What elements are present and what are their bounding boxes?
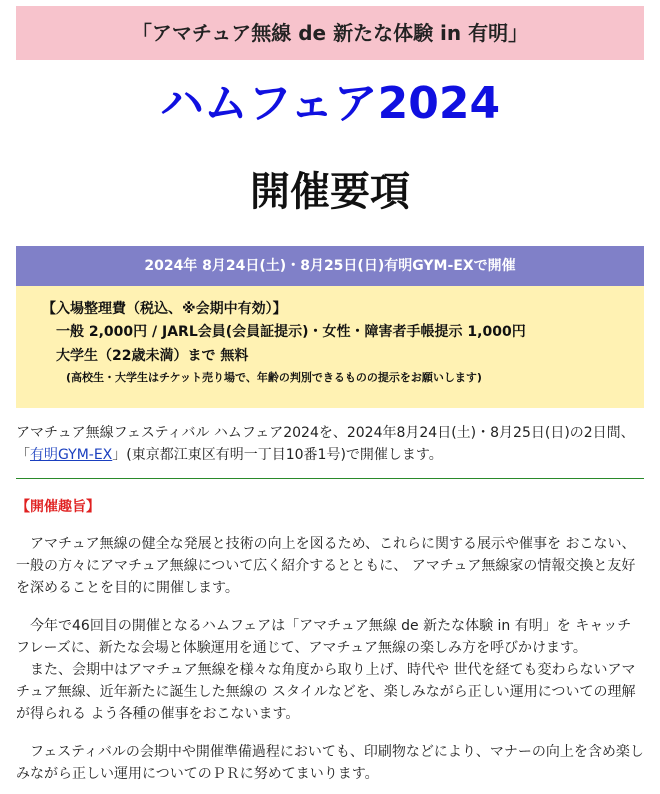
intro-text-after: 」(東京都江東区有明一丁目10番1号)で開催します。 — [112, 447, 443, 463]
page-title: ハムフェア2024 — [159, 78, 501, 129]
fee-line-students: 大学生（22歳未満）まで 無料 — [56, 348, 249, 364]
page — [16, 6, 644, 785]
purpose-paragraph-4: フェスティバルの会期中や開催準備過程においても、印刷物などにより、マナーの向上を含め楽しみながら正しい運用についてのＰＲに努めてまいります。 — [16, 744, 644, 782]
event-date-bar: 2024年 8月24日(土)・8月25日(日)有明GYM-EXで開催 — [16, 246, 644, 286]
intro-text-before: アマチュア無線フェスティバル ハムフェア2024を、2024年8月24日(土)・8月25日(日)の2日間、「 — [16, 425, 635, 463]
fee-line-general: 一般 2,000円 / JARL会員(会員証提示)・女性・障害者手帳提示 1,000円 — [56, 324, 526, 340]
section-divider — [16, 478, 644, 479]
venue-link[interactable]: 有明GYM-EX — [30, 447, 113, 463]
slogan-banner: 「アマチュア無線 de 新たな体験 in 有明」 — [16, 6, 644, 60]
intro-text — [16, 422, 644, 466]
fee-heading: 【入場整理費（税込、※会期中有効）】 — [42, 301, 287, 317]
purpose-paragraph-3: また、会期中はアマチュア無線を様々な角度から取り上げ、時代や 世代を経ても変わらないアマチュア無線、近年新たに誕生した無線の スタイルなどを、楽しみながら正しい運用についての理解が得られる よう各種の催事をおこないます。 — [16, 662, 636, 722]
section-heading: 【開催趣旨】 — [16, 499, 100, 515]
fee-note: (高校生・大学生はチケット売り場で、年齢の判別できるものの提示をお願いします) — [66, 371, 482, 384]
purpose-paragraph-1: アマチュア無線の健全な発展と技術の向上を図るため、これらに関する展示や催事を おこない、一般の方々にアマチュア無線について広く紹介するとともに、 アマチュア無線家の情報交換と友好を深めることを目的に開催します。 — [16, 536, 636, 596]
admission-fee-box — [16, 286, 644, 408]
purpose-paragraph-2: 今年で46回目の開催となるハムフェアは「アマチュア無線 de 新たな体験 in 有明」を キャッチフレーズに、新たな会場と体験運用を通じて、アマチュア無線の楽しみ方を呼びかけます。 — [16, 618, 632, 656]
page-subtitle: 開催要項 — [250, 169, 410, 215]
